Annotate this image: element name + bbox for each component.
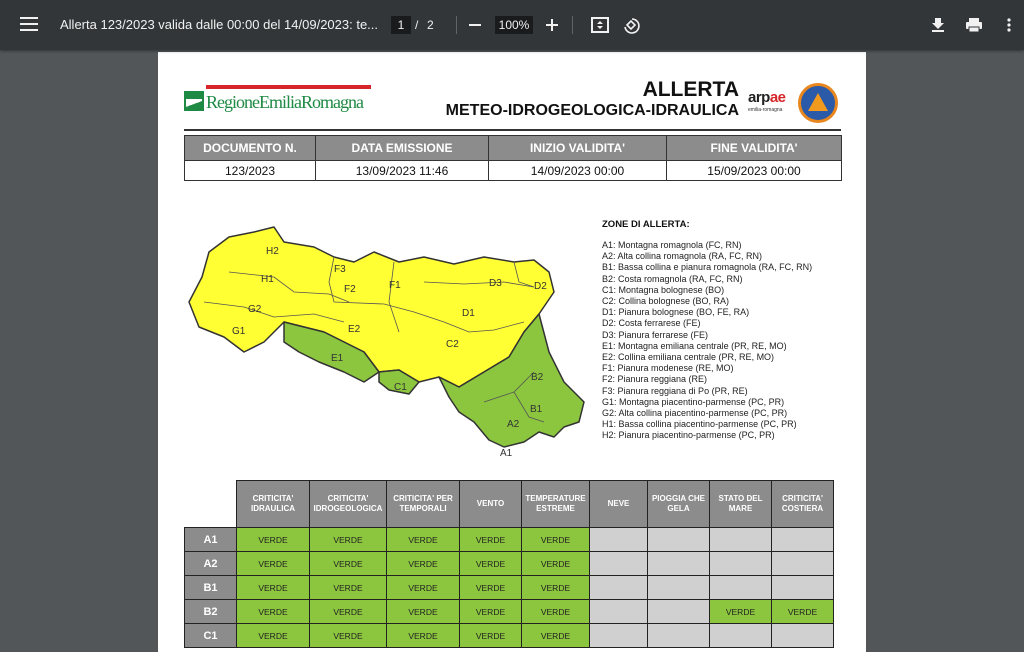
- column-header: CRITICITA' PER TEMPORALI: [387, 481, 460, 528]
- alert-level-cell: VERDE: [522, 600, 590, 624]
- divider: [184, 129, 841, 131]
- zone-item: C1: Montagna bolognese (BO): [602, 284, 725, 295]
- alert-map: [184, 222, 594, 459]
- alert-level-cell: VERDE: [310, 576, 387, 600]
- documento-value: 123/2023: [185, 161, 316, 181]
- alert-level-cell: [710, 528, 772, 552]
- alert-level-cell: [710, 624, 772, 648]
- svg-text:D2: D2: [534, 281, 547, 292]
- alert-level-cell: VERDE: [387, 624, 460, 648]
- alert-zones-legend: [602, 219, 842, 442]
- document-title: Allerta 123/2023 valida dalle 00:00 del 14/09/2023: te...: [60, 17, 379, 32]
- blank-header: [185, 481, 237, 528]
- inizio-validita-value: 14/09/2023 00:00: [489, 161, 667, 181]
- alert-level-cell: VERDE: [522, 576, 590, 600]
- zone-item: D2: Costa ferrarese (FE): [602, 318, 701, 329]
- column-header: CRITICITA' IDRAULICA: [237, 481, 310, 528]
- alert-level-cell: VERDE: [310, 528, 387, 552]
- svg-text:G1: G1: [232, 326, 246, 337]
- zone-item: F3: Pianura reggiana di Po (PR, RE): [602, 385, 748, 396]
- alert-level-cell: [772, 552, 834, 576]
- svg-text:B2: B2: [531, 372, 544, 383]
- alert-level-cell: VERDE: [387, 528, 460, 552]
- document-title: ALLERTA: [642, 78, 739, 101]
- alert-level-cell: [710, 552, 772, 576]
- alert-level-cell: VERDE: [237, 552, 310, 576]
- zone-label: A2: [185, 552, 237, 576]
- zone-item: B1: Bassa collina e pianura romagnola (RA, FC, RN): [602, 262, 813, 273]
- zone-label: B2: [185, 600, 237, 624]
- alert-level-cell: VERDE: [387, 576, 460, 600]
- alert-level-cell: VERDE: [522, 528, 590, 552]
- data-emissione-value: 13/09/2023 11:46: [316, 161, 489, 181]
- svg-text:D1: D1: [462, 308, 475, 319]
- alert-level-cell: VERDE: [522, 552, 590, 576]
- table-row: [185, 552, 834, 576]
- zone-item: A2: Alta collina romagnola (RA, FC, RN): [602, 251, 763, 262]
- header-data-emissione: DATA EMISSIONE: [316, 136, 489, 161]
- pdf-page: [158, 52, 866, 652]
- alert-level-cell: [710, 576, 772, 600]
- alert-level-cell: VERDE: [387, 600, 460, 624]
- svg-text:A1: A1: [500, 448, 513, 459]
- header-fine-validita: FINE VALIDITA': [667, 136, 842, 161]
- alert-level-cell: VERDE: [460, 576, 522, 600]
- alert-level-cell: [590, 552, 648, 576]
- zoom-level-input[interactable]: 100%: [495, 16, 533, 34]
- zoom-out-icon[interactable]: [464, 14, 486, 36]
- alert-level-cell: VERDE: [772, 600, 834, 624]
- table-row: [185, 528, 834, 552]
- column-header: CRITICITA' IDROGEOLOGICA: [310, 481, 387, 528]
- more-icon[interactable]: [998, 14, 1020, 36]
- download-icon[interactable]: [927, 14, 949, 36]
- region-flag-icon: [184, 91, 204, 111]
- alert-level-cell: [648, 624, 710, 648]
- svg-text:C1: C1: [394, 382, 407, 393]
- svg-text:D3: D3: [489, 278, 502, 289]
- svg-text:F2: F2: [344, 284, 356, 295]
- rotate-icon[interactable]: [620, 14, 642, 36]
- zoom-in-icon[interactable]: [541, 14, 563, 36]
- svg-text:G2: G2: [248, 304, 262, 315]
- page-number-input[interactable]: 1: [391, 16, 411, 34]
- alert-level-cell: VERDE: [237, 576, 310, 600]
- alert-level-cell: [590, 600, 648, 624]
- alert-level-cell: VERDE: [310, 552, 387, 576]
- fine-validita-value: 15/09/2023 00:00: [667, 161, 842, 181]
- svg-text:H2: H2: [266, 246, 279, 257]
- column-header: PIOGGIA CHE GELA: [648, 481, 710, 528]
- menu-icon[interactable]: [20, 17, 38, 33]
- alert-level-cell: [590, 624, 648, 648]
- alert-level-cell: [648, 576, 710, 600]
- divider: [456, 16, 457, 34]
- pdf-toolbar: [0, 0, 1024, 50]
- alert-level-cell: [772, 576, 834, 600]
- column-header: TEMPERATURE ESTREME: [522, 481, 590, 528]
- zone-item: D3: Pianura ferrarese (FE): [602, 329, 709, 340]
- alert-level-cell: VERDE: [460, 600, 522, 624]
- regione-emilia-romagna-logo: RegioneEmiliaRomagna: [184, 85, 371, 115]
- svg-text:C2: C2: [446, 339, 459, 350]
- protezione-civile-logo-icon: [798, 83, 838, 123]
- document-info-table: [184, 135, 842, 181]
- svg-text:E2: E2: [348, 324, 361, 335]
- header-inizio-validita: INIZIO VALIDITA': [489, 136, 667, 161]
- alert-level-cell: VERDE: [460, 624, 522, 648]
- column-header: NEVE: [590, 481, 648, 528]
- zone-item: E1: Montagna emiliana centrale (PR, RE, MO): [602, 340, 787, 351]
- alert-level-cell: VERDE: [237, 528, 310, 552]
- alert-level-cell: VERDE: [237, 600, 310, 624]
- header-documento: DOCUMENTO N.: [185, 136, 316, 161]
- zone-item: C2: Collina bolognese (BO, RA): [602, 296, 730, 307]
- table-row: [185, 624, 834, 648]
- total-pages: 2: [427, 18, 434, 32]
- zones-title: ZONE DI ALLERTA:: [602, 219, 690, 230]
- zone-item: G1: Montagna piacentino-parmense (PC, PR): [602, 396, 785, 407]
- alert-level-cell: VERDE: [387, 552, 460, 576]
- column-header: VENTO: [460, 481, 522, 528]
- alert-level-cell: VERDE: [237, 624, 310, 648]
- column-header: CRITICITA' COSTIERA: [772, 481, 834, 528]
- alert-level-cell: [590, 576, 648, 600]
- zone-item: A1: Montagna romagnola (FC, RN): [602, 240, 742, 250]
- alert-level-cell: [648, 552, 710, 576]
- svg-text:F3: F3: [334, 264, 346, 275]
- arpae-logo: arpae emilia-romagna: [748, 89, 786, 113]
- alert-level-cell: [772, 624, 834, 648]
- alert-level-cell: VERDE: [460, 552, 522, 576]
- alert-level-cell: VERDE: [460, 528, 522, 552]
- zone-item: D1: Pianura bolognese (BO, FE, RA): [602, 307, 750, 318]
- page-separator: /: [415, 18, 419, 32]
- document-subtitle: METEO-IDROGEOLOGICA-IDRAULICA: [445, 102, 739, 119]
- zone-label: A1: [185, 528, 237, 552]
- zone-item: F2: Pianura reggiana (RE): [602, 374, 708, 385]
- zone-item: F1: Pianura modenese (RE, MO): [602, 363, 734, 374]
- alert-levels-table: [184, 480, 834, 648]
- zone-item: B2: Costa romagnola (RA, FC, RN): [602, 273, 743, 284]
- svg-text:B1: B1: [530, 404, 543, 415]
- alert-level-cell: VERDE: [522, 624, 590, 648]
- svg-text:F1: F1: [389, 280, 401, 291]
- alert-level-cell: VERDE: [710, 600, 772, 624]
- zone-label: C1: [185, 624, 237, 648]
- alert-level-cell: VERDE: [310, 600, 387, 624]
- zone-item: H2: Pianura piacentino-parmense (PC, PR): [602, 430, 775, 441]
- column-header: STATO DEL MARE: [710, 481, 772, 528]
- svg-text:A2: A2: [507, 419, 520, 430]
- alert-level-cell: [648, 528, 710, 552]
- fit-page-icon[interactable]: [589, 14, 611, 36]
- zone-item: G2: Alta collina piacentino-parmense (PC, PR): [602, 408, 788, 419]
- alert-level-cell: [772, 528, 834, 552]
- alert-level-cell: VERDE: [310, 624, 387, 648]
- alert-level-cell: [590, 528, 648, 552]
- zone-item: H1: Bassa collina piacentino-parmense (PC, PR): [602, 419, 797, 430]
- zone-item: E2: Collina emiliana centrale (PR, RE, MO): [602, 352, 775, 363]
- print-icon[interactable]: [963, 14, 985, 36]
- zone-label: B1: [185, 576, 237, 600]
- table-row: [185, 600, 834, 624]
- svg-text:E1: E1: [331, 353, 344, 364]
- divider: [572, 16, 573, 34]
- svg-text:H1: H1: [261, 274, 274, 285]
- alert-level-cell: [648, 600, 710, 624]
- table-row: [185, 576, 834, 600]
